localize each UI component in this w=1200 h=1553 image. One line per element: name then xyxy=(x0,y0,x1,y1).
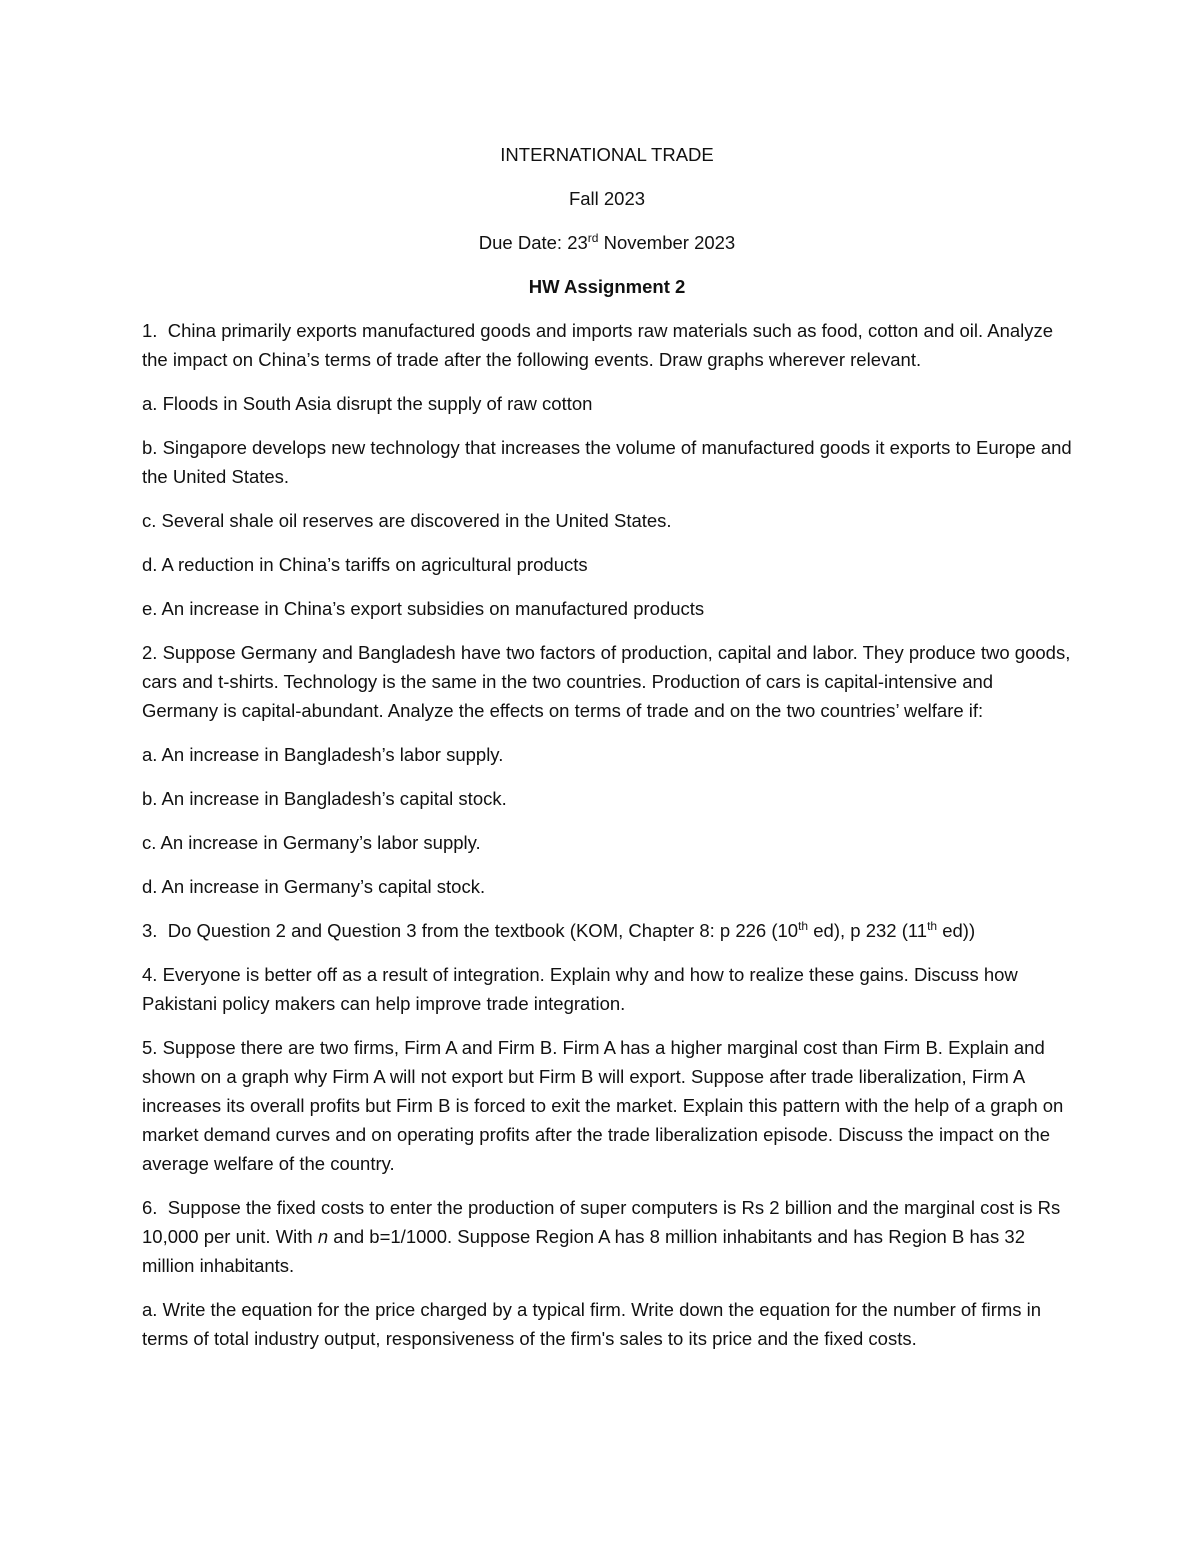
question-1-item-b: b. Singapore develops new technology that increases the volume of manufactured goods it exports to Europe and the United States. xyxy=(142,437,1072,487)
question-1-item-a: a. Floods in South Asia disrupt the supply of raw cotton xyxy=(142,393,593,414)
question-3 xyxy=(142,916,1072,945)
question-3-part2: ed), p 232 (11 xyxy=(808,920,928,941)
question-2-item-c: c. An increase in Germany’s labor supply. xyxy=(142,832,481,853)
question-6-item-a: a. Write the equation for the price charged by a typical firm. Write down the equation for the number of firms in terms of total industry output, responsiveness of the firm's sales to its price and the fixed costs. xyxy=(142,1299,1042,1349)
question-2-item-d: d. An increase in Germany’s capital stock. xyxy=(142,876,486,897)
document-page xyxy=(142,140,1072,1368)
question-1-text: China primarily exports manufactured goods and imports raw materials such as food, cotton and oil. Analyze the impact on China’s terms of trade after the following events. Draw graphs wherever relevant. xyxy=(142,320,1059,370)
question-2-item-b: b. An increase in Bangladesh’s capital stock. xyxy=(142,788,507,809)
question-2-item-a: a. An increase in Bangladesh’s labor supply. xyxy=(142,744,504,765)
question-1-item-c: c. Several shale oil reserves are discovered in the United States. xyxy=(142,510,672,531)
question-6-part1: 6. Suppose the fixed costs to enter the production of super computers is Rs 2 billion and the marginal cost is Rs 10,000 per unit. With xyxy=(142,1197,1066,1247)
question-1-number: 1. xyxy=(142,320,158,341)
question-2: 2. Suppose Germany and Bangladesh have two factors of production, capital and labor. They produce two goods, cars and t-shirts. Technology is the same in the two countries. Production of cars is capital-intensive and Germany is capital-abundant. Analyze the effects on terms of trade and on the two countries’ welfare if: xyxy=(142,642,1071,721)
question-1-item-e: e. An increase in China’s export subsidies on manufactured products xyxy=(142,598,705,619)
due-date-prefix: Due Date: 23 xyxy=(478,232,588,253)
due-date-suffix: November 2023 xyxy=(598,232,736,253)
question-6-part2: and b=1/1000. Suppose Region A has 8 million inhabitants and has Region B has 32 million inhabitants. xyxy=(142,1226,1031,1276)
due-date-ordinal: rd xyxy=(587,230,599,245)
question-1-item-d: d. A reduction in China’s tariffs on agricultural products xyxy=(142,554,588,575)
question-6-italic: n xyxy=(317,1226,329,1247)
question-4: 4. Everyone is better off as a result of integration. Explain why and how to realize these gains. Discuss how Pakistani policy makers can help improve trade integration. xyxy=(142,964,1018,1014)
term-line: Fall 2023 xyxy=(568,188,646,209)
question-3-part3: ed)) xyxy=(937,920,976,941)
question-1 xyxy=(142,316,1072,374)
question-3-sup1: th xyxy=(798,918,809,933)
assignment-title: HW Assignment 2 xyxy=(528,276,686,297)
question-3-part1: 3. Do Question 2 and Question 3 from the textbook (KOM, Chapter 8: p 226 (10 xyxy=(142,920,799,941)
question-3-sup2: th xyxy=(927,918,938,933)
question-5: 5. Suppose there are two firms, Firm A and Firm B. Firm A has a higher marginal cost than Firm B. Explain and shown on a graph why Firm A will not export but Firm B will export. Suppose after trade liberalization, Firm A increases its overall profits but Firm B is forced to exit the market. Explain this pattern with the help of a graph on market demand curves and on operating profits after the trade liberalization episode. Discuss the impact on the average welfare of the country. xyxy=(142,1037,1064,1174)
course-title: INTERNATIONAL TRADE xyxy=(500,144,714,165)
question-6 xyxy=(142,1193,1072,1280)
due-date-line xyxy=(142,228,1072,257)
